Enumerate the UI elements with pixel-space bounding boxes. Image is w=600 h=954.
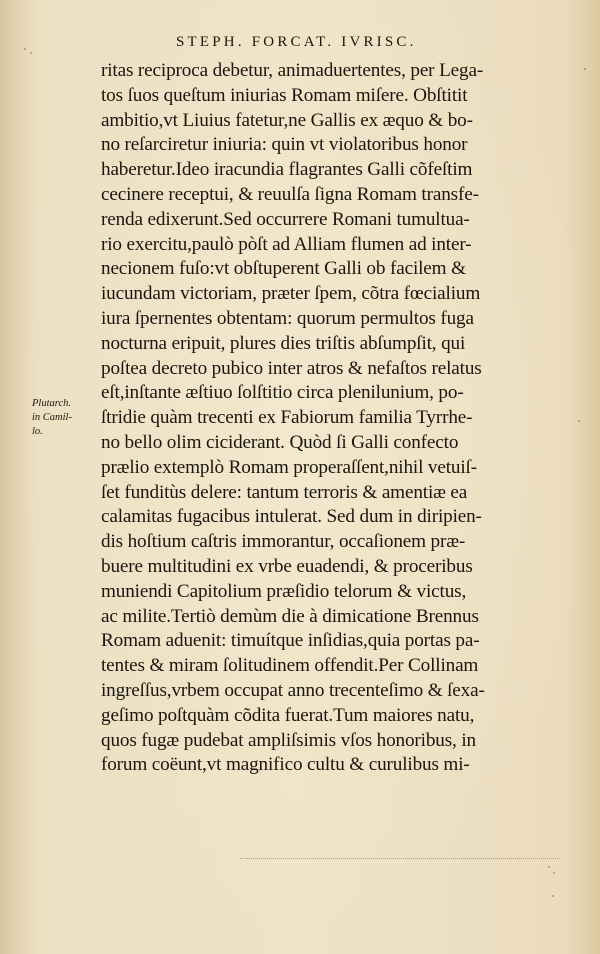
paper-speck — [548, 866, 550, 868]
text-line: no bello olim ciciderant. Quòd ſi Galli confecto — [101, 431, 459, 453]
text-line: iucundam victoriam, præter ſpem, cõtra fœcialium — [101, 283, 481, 305]
text-line: tentes & miram ſolitudinem offendit.Per Collinam — [101, 655, 479, 677]
text-line: prælio extemplò Romam properaſſent,nihil vetuiſ- — [101, 456, 477, 478]
text-line: forum coëunt,vt magnifico cultu & curulibus mi- — [101, 754, 470, 776]
paper-speck — [584, 68, 586, 70]
text-line: eſt,inſtante æſtiuo ſolſtitio circa plenilunium, po- — [101, 382, 464, 404]
marginal-note-line: Plutarch. — [32, 398, 71, 409]
text-line: rio exercitu,paulò pòſt ad Alliam flumen ad inter- — [101, 233, 472, 255]
marginal-note-line: lo. — [32, 426, 43, 437]
text-line: buere multitudini ex vrbe euadendi, & proceribus — [101, 555, 473, 577]
paper-speck — [578, 420, 580, 422]
marginal-note-line: in Camil- — [32, 412, 72, 423]
text-line: necionem fuſo:vt obſtuperent Galli ob facilem & — [101, 258, 466, 280]
text-line: renda edixerunt.Sed occurrere Romani tumultua- — [101, 208, 470, 230]
text-line: muniendi Capitolium præſidio telorum & victus, — [101, 580, 467, 602]
text-line: dis hoſtium caſtris immorantur, occaſionem præ- — [101, 531, 466, 553]
paper-speck — [552, 895, 554, 897]
text-line: poſtea decreto pubico inter atros & nefaſtos relatus — [101, 357, 482, 379]
paper-speck — [30, 52, 32, 54]
text-line: iura ſpernentes obtentam: quorum permultos fuga — [101, 307, 474, 329]
text-line: nocturna eripuit, plures dies triſtis abſumpſit, qui — [101, 332, 466, 354]
body-text — [101, 59, 571, 778]
text-line: cecinere receptui, & reuulſa ſigna Romam transfe- — [101, 183, 479, 205]
text-line: ſtridie quàm trecenti ex Fabiorum familia Tyrrhe- — [101, 407, 473, 429]
paper-speck — [553, 872, 555, 874]
text-line: ſet funditùs delere: tantum terroris & amentiæ ea — [101, 481, 468, 503]
text-line: calamitas fugacibus intulerat. Sed dum in diripien- — [101, 506, 482, 528]
text-line: geſimo poſtquàm cõdita fuerat.Tum maiores natu, — [101, 704, 475, 726]
bottom-rule — [240, 858, 560, 859]
running-head: STEPH. FORCAT. IVRISC. — [176, 34, 417, 50]
text-line: ingreſſus,vrbem occupat anno trecenteſimo & ſexa- — [101, 679, 485, 701]
text-line: no reſarciretur iniuria: quin vt violatoribus honor — [101, 134, 468, 156]
text-line: Romam aduenit: timuítque inſidias,quia portas pa- — [101, 630, 480, 652]
text-line: ritas reciproca debetur, animaduertentes, per Lega- — [101, 60, 484, 81]
text-line: tos ſuos queſtum iniurias Romam miſere. Obſtitit — [101, 84, 468, 106]
paper-speck — [24, 48, 26, 50]
marginal-note — [32, 397, 98, 439]
text-line: ambitio,vt Liuius fatetur,ne Gallis ex æquo & bo- — [101, 109, 473, 131]
text-line: ac milite.Tertiò demùm die à dimicatione Brennus — [101, 605, 479, 627]
text-line: haberetur.Ideo iracundia flagrantes Galli cõfeſtim — [101, 159, 473, 181]
text-line: quos fugæ pudebat ampliſsimis vſos honoribus, in — [101, 729, 476, 751]
